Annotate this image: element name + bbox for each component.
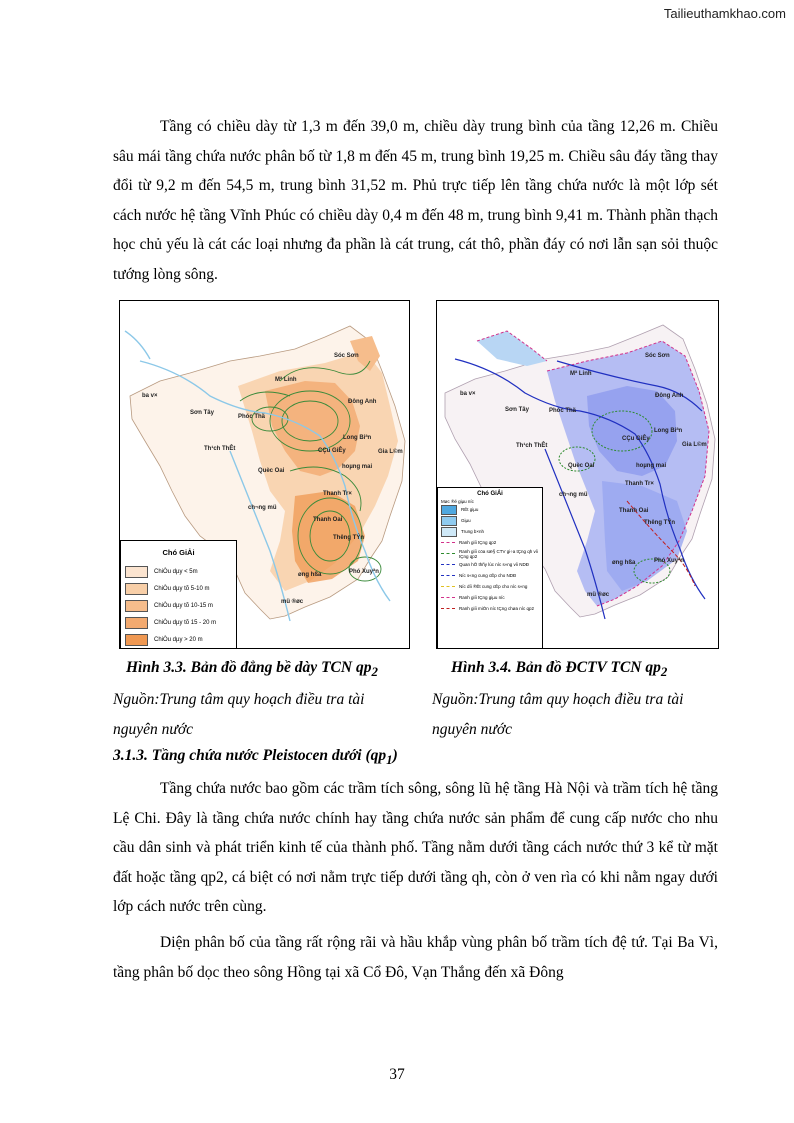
map1-label: Thanh Oai (313, 517, 343, 523)
legend-label: Ranh giíi miÒn níc tÇng chøa níc qp2 (459, 606, 535, 611)
paragraph-distribution: Diện phân bố của tầng rất rộng rãi và hầu khắp vùng phân bố trầm tích đệ tứ. Tại Ba Vì, tầng phân bố dọc theo sông Hồng tại xã Cổ Đô, Vạn Thắng đến xã Đông (113, 934, 718, 981)
legend-label: RÊt giµu (461, 507, 479, 512)
map2-label: Sóc Sơn (645, 353, 670, 359)
map2-label: Th¹ch ThÊt (516, 443, 548, 449)
legend-label: ChiÒu dµy tõ 15 - 20 m (154, 619, 217, 626)
map1-label: Thanh Tr× (323, 491, 352, 497)
paragraph-aquifer-description: Tầng chứa nước bao gồm các trầm tích sông, sông lũ hệ tầng Hà Nội và trầm tích hệ tầng Lệ Chi. Đây là tầng chứa nước chính hay tầng chứa nước sản phẩm để cung cấp nước cho nhu cầu dân sinh và phát triển kinh tế của thành phố. Tầng nằm dưới tầng cách nước thứ 3 kể từ mặt đất hoặc tầng qp2, cá biệt có nơi nằm trực tiếp dưới tầng qh, còn ở ven rìa có khi nằm ngay dưới lớp cách nước trên cùng. (113, 780, 718, 915)
map1-label: Mª Linh (275, 377, 297, 383)
page-number: 37 (389, 1066, 405, 1083)
map2-label: Sơn Tây (505, 407, 529, 413)
hydrogeology-map (436, 300, 719, 649)
legend-title: Chó GiẢi (477, 491, 503, 497)
legend-line (441, 586, 455, 587)
legend-label: Quan hÖ thñy lùc níc s«ng víi NDĐ (459, 562, 530, 567)
watermark: Tailieuthamkhao.com (663, 6, 786, 21)
map2-label: hoµng mai (636, 463, 667, 469)
legend-line (441, 575, 455, 576)
map1-label: ch¬ng mü (248, 505, 277, 511)
legend-item (438, 581, 542, 592)
map2-label: Phó Xuyªn (654, 558, 684, 564)
legend-label: Trung b×nh (461, 529, 484, 534)
map2-label: CÇu GiÊy (622, 436, 650, 442)
map1-label: CÇu GiÊy (318, 448, 346, 454)
legend-swatch (441, 516, 457, 526)
figure-caption-3-4 (451, 659, 667, 680)
legend-line (441, 608, 455, 609)
map2-label: Mª Linh (570, 371, 592, 377)
caption-text: Hình 3.3. Bản đồ đẳng bề dày TCN qp (126, 659, 372, 676)
caption-text: Hình 3.4. Bản đồ ĐCTV TCN qp (451, 659, 661, 676)
legend-label: Ranh giíi cöa sæ§ CTV gi÷a tÇng qh víi tÇng qp2 (459, 548, 539, 559)
map1-label: mü ®øc (281, 599, 304, 605)
figure-caption-3-3 (126, 659, 378, 680)
caption-subscript: 2 (371, 664, 378, 680)
map2-label: Thanh Tr× (625, 481, 654, 487)
legend-item (438, 570, 542, 581)
map1-label: øng hßa (298, 572, 322, 578)
map1-label: Long Biªn (343, 435, 372, 441)
legend-label: Níc s«ng cung cÊp cho NDĐ (459, 573, 517, 578)
legend-swatch (125, 583, 148, 595)
legend-label: ChiÒu dµy tõ 5-10 m (154, 585, 210, 592)
hydrogeology-legend (437, 487, 543, 649)
figure-source-3-4: Nguồn:Trung tâm quy hoạch điều tra tài nguyên nước (432, 691, 684, 738)
legend-swatch (441, 505, 457, 515)
heading-text: 3.1.3. Tầng chứa nước Pleistocen dưới (qp (113, 747, 387, 764)
legend-line (441, 542, 455, 543)
legend-line (441, 597, 455, 598)
legend-item (438, 603, 542, 614)
heading-end: ) (392, 747, 398, 764)
map1-label: Sơn Tây (190, 410, 214, 416)
heading-subscript: 1 (386, 752, 393, 768)
map2-label: Gia L©m (682, 442, 707, 448)
map2-label: øng hßa (612, 560, 636, 566)
map1-label: Phó Xuyªn (349, 569, 379, 575)
paragraph-thickness: Tầng có chiều dày từ 1,3 m đến 39,0 m, chiều dày trung bình của tầng 12,26 m. Chiều sâu mái tầng chứa nước phân bố từ 1,8 m đến 45 m, trung bình 19,25 m. Chiều sâu đáy tầng thay đổi từ 9,2 m đến 54,5 m, trung bình 31,52 m. Phủ trực tiếp lên tầng chứa nước là một lớp sét cách nước hệ tầng Vĩnh Phúc có chiều dày 0,4 m đến 48 m, trung bình 9,41 m. Thành phần thạch học chủ yếu là cát các loại nhưng đa phần là cát trung, cát thô, phần đáy có nơi lẫn sạn sỏi thuộc tướng lòng sông. (113, 118, 718, 283)
legend-swatch (125, 634, 148, 646)
caption-subscript: 2 (660, 664, 668, 680)
map2-label: Long Biªn (654, 428, 683, 434)
legend-item (121, 597, 236, 614)
map2-label: Đông Anh (655, 393, 684, 399)
map2-label: ba v× (460, 391, 476, 397)
legend-swatch (125, 617, 148, 629)
legend-item (438, 526, 542, 537)
legend-label: Ranh giíi tÇng giµu níc (459, 595, 505, 600)
legend-label: Ranh giíi tÇng qp2 (459, 540, 497, 545)
legend-label: ChiÒu dµy < 5m (154, 568, 198, 575)
legend-line (441, 553, 455, 554)
map1-label: Sóc Sơn (334, 353, 359, 359)
map2-label: Thêng TÝn (644, 520, 675, 526)
legend-item (438, 548, 542, 559)
figure-source-3-3: Nguồn:Trung tâm quy hoạch điều tra tài nguyên nước (113, 691, 365, 738)
map1-label: Phóc Thä (238, 414, 266, 420)
legend-item (438, 515, 542, 526)
thickness-legend (120, 540, 237, 649)
map1-label: Th¹ch ThÊt (204, 446, 236, 452)
map1-label: Đông Anh (348, 399, 377, 405)
map1-label: hoµng mai (342, 464, 373, 470)
legend-swatch (441, 527, 457, 537)
map2-label: Thanh Oai (619, 508, 649, 514)
legend-swatch (125, 566, 148, 578)
legend-item (121, 631, 236, 648)
map1-label: Gia L©m (378, 449, 403, 455)
legend-title: Chó GiẢi (162, 548, 195, 557)
legend-label: Níc díi ®Êt cung cÊp cho níc s«ng (459, 584, 528, 589)
legend-label: ChiÒu dµy > 20 m (154, 636, 203, 643)
legend-swatch (125, 600, 148, 612)
map2-label: Quèc Oai (568, 463, 595, 469)
legend-item (438, 592, 542, 603)
map1-label: Quèc Oai (258, 468, 285, 474)
legend-item (438, 504, 542, 515)
map1-label: Thêng TÝn (333, 535, 364, 541)
map2-label: Phóc Thä (549, 408, 577, 414)
map2-label: ch¬ng mü (559, 492, 588, 498)
map2-label: mü ®øc (587, 592, 610, 598)
legend-item (121, 614, 236, 631)
legend-label: Giµu (461, 518, 471, 523)
river-da (125, 331, 150, 359)
map1-label: ba v× (142, 393, 158, 399)
water-zone-rich (477, 331, 547, 366)
section-heading (113, 747, 398, 768)
legend-item (438, 537, 542, 548)
legend-item (438, 559, 542, 570)
thickness-map (119, 300, 410, 649)
legend-subtitle: Møc ®é giµu níc (441, 499, 474, 504)
legend-line (441, 564, 455, 565)
legend-item (121, 563, 236, 580)
legend-label: ChiÒu dµy tõ 10-15 m (154, 602, 213, 609)
legend-item (121, 580, 236, 597)
